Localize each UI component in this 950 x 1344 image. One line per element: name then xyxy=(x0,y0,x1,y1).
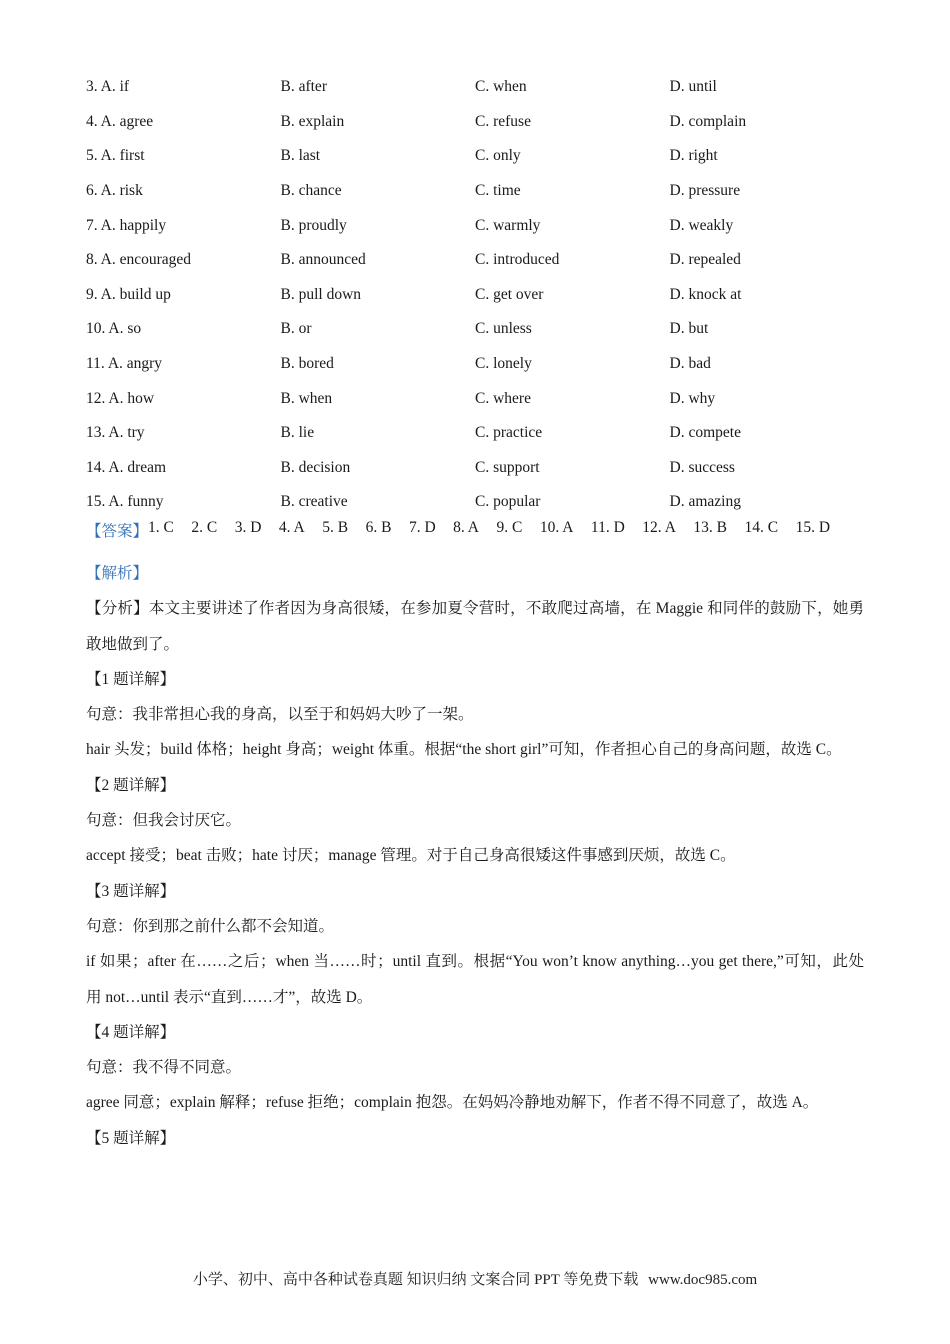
answer-tag: 【答案】 xyxy=(86,523,149,540)
option-row xyxy=(86,243,866,278)
option-cell: 12. A. how xyxy=(86,389,155,407)
option-cell: 11. A. angry xyxy=(86,355,163,373)
option-cell: D. amazing xyxy=(669,493,741,511)
analysis-paragraph: 【分析】本文主要讲述了作者因为身高很矮，在参加夏令营时，不敢爬过高墙，在 Maggie 和同伴的鼓励下，她勇敢地做到了。 xyxy=(86,600,864,653)
answer-item: 15. D xyxy=(795,519,831,536)
option-cell: C. introduced xyxy=(475,251,560,269)
analysis-paragraph: agree 同意；explain 解释；refuse 拒绝；complain 抱怨。在妈妈冷静地劝解下，作者不得不同意了，故选 A。 xyxy=(86,1094,819,1112)
analysis-paragraph: 【2 题详解】 xyxy=(86,776,176,794)
option-cell: B. decision xyxy=(280,458,351,476)
analysis-paragraph: 句意：你到那之前什么都不会知道。 xyxy=(86,917,335,935)
page-footer xyxy=(0,1268,950,1289)
option-cell: D. why xyxy=(669,389,716,407)
analysis-paragraph: if 如果；after 在……之后；when 当……时；until 直到。根据“You won’t know anything…you get there,”可知，此处用 not…until 表示“直到……才”，故选 D。 xyxy=(86,953,864,1006)
option-row xyxy=(86,105,866,140)
answer-item: 4. A xyxy=(278,519,305,536)
option-cell: 4. A. agree xyxy=(86,112,154,130)
option-cell: B. after xyxy=(280,78,327,96)
option-row xyxy=(86,312,866,347)
option-cell: D. compete xyxy=(669,424,741,442)
analysis-paragraph: 句意：我非常担心我的身高，以至于和妈妈大吵了一架。 xyxy=(86,706,474,724)
option-cell: C. time xyxy=(475,182,521,200)
option-row xyxy=(86,174,866,209)
option-row xyxy=(86,347,866,382)
option-cell: B. proudly xyxy=(280,216,347,234)
footer-text: 小学、初中、高中各种试卷真题 知识归纳 文案合同 PPT 等免费下载 xyxy=(192,1272,639,1288)
answer-item: 3. D xyxy=(234,519,262,536)
option-cell: C. practice xyxy=(475,424,543,442)
option-cell: C. support xyxy=(475,458,540,476)
option-row xyxy=(86,381,866,416)
option-cell: D. pressure xyxy=(669,182,741,200)
option-cell: C. warmly xyxy=(475,216,541,234)
option-cell: D. bad xyxy=(669,355,711,373)
option-cell: C. when xyxy=(475,78,527,96)
option-cell: B. explain xyxy=(280,112,345,130)
option-cell: B. last xyxy=(280,147,321,165)
option-cell: B. when xyxy=(280,389,333,407)
option-row xyxy=(86,416,866,451)
analysis-paragraph: 句意：我不得不同意。 xyxy=(86,1059,242,1077)
option-cell: D. complain xyxy=(669,112,747,130)
option-cell: 5. A. first xyxy=(86,147,145,165)
answer-item: 7. D xyxy=(408,519,436,536)
option-cell: 8. A. encouraged xyxy=(86,251,192,269)
option-cell: 9. A. build up xyxy=(86,285,171,303)
option-cell: 15. A. funny xyxy=(86,493,164,511)
answer-item: 6. B xyxy=(365,519,392,536)
option-cell: D. repealed xyxy=(669,251,741,269)
answer-item: 9. C xyxy=(496,519,523,536)
options-table xyxy=(86,70,866,520)
option-cell: B. announced xyxy=(280,251,366,269)
option-cell: B. or xyxy=(280,320,312,338)
answer-item: 13. B xyxy=(693,519,727,536)
answer-item: 1. C xyxy=(148,519,174,536)
analysis-paragraph: accept 接受；beat 击败；hate 讨厌；manage 管理。对于自己身高很矮这件事感到厌烦，故选 C。 xyxy=(86,847,736,865)
analysis-paragraph: 【4 题详解】 xyxy=(86,1023,176,1041)
option-cell: C. get over xyxy=(475,285,544,303)
option-cell: 14. A. dream xyxy=(86,458,167,476)
option-cell: B. chance xyxy=(280,182,342,200)
option-cell: 13. A. try xyxy=(86,424,145,442)
option-cell: D. right xyxy=(669,147,718,165)
answer-item: 11. D xyxy=(590,519,625,536)
analysis-paragraph: 【3 题详解】 xyxy=(86,882,176,900)
option-row xyxy=(86,208,866,243)
option-cell: C. where xyxy=(475,389,531,407)
answer-line xyxy=(86,519,886,541)
analysis-paragraph: 【5 题详解】 xyxy=(86,1129,176,1147)
option-cell: C. lonely xyxy=(475,355,532,373)
option-row xyxy=(86,139,866,174)
option-cell: C. only xyxy=(475,147,521,165)
option-cell: 7. A. happily xyxy=(86,216,167,234)
analysis-paragraph: hair 头发；build 体格；height 身高；weight 体重。根据“the short girl”可知，作者担心自己的身高问题，故选 C。 xyxy=(86,741,842,759)
option-cell: D. weakly xyxy=(669,216,734,234)
analysis-body xyxy=(86,556,864,1156)
option-cell: B. lie xyxy=(280,424,315,442)
option-cell: D. success xyxy=(669,458,735,476)
footer-url[interactable]: www.doc985.com xyxy=(648,1272,758,1288)
option-row xyxy=(86,278,866,313)
answer-item: 5. B xyxy=(322,519,349,536)
option-cell: B. bored xyxy=(280,355,334,373)
answer-item: 2. C xyxy=(191,519,218,536)
answer-item: 10. A xyxy=(539,519,574,536)
option-cell: 3. A. if xyxy=(86,78,130,96)
analysis-tag: 【解析】 xyxy=(86,565,149,582)
option-cell: B. pull down xyxy=(280,285,362,303)
option-cell: D. until xyxy=(669,78,717,96)
option-cell: B. creative xyxy=(280,493,348,511)
option-row xyxy=(86,485,866,520)
answer-list xyxy=(148,519,848,541)
option-cell: D. but xyxy=(669,320,709,338)
option-cell: C. popular xyxy=(475,493,541,511)
answer-item: 12. A xyxy=(642,519,676,536)
answer-item: 14. C xyxy=(744,519,779,536)
option-cell: D. knock at xyxy=(669,285,742,303)
option-row xyxy=(86,451,866,486)
analysis-paragraphs xyxy=(86,591,864,1156)
option-cell: C. refuse xyxy=(475,112,531,130)
analysis-paragraph: 【1 题详解】 xyxy=(86,670,176,688)
option-cell: 6. A. risk xyxy=(86,182,143,200)
option-cell: C. unless xyxy=(475,320,532,338)
answer-item: 8. A xyxy=(453,519,479,536)
option-cell: 10. A. so xyxy=(86,320,142,338)
analysis-paragraph: 句意：但我会讨厌它。 xyxy=(86,812,242,830)
option-row xyxy=(86,70,866,105)
